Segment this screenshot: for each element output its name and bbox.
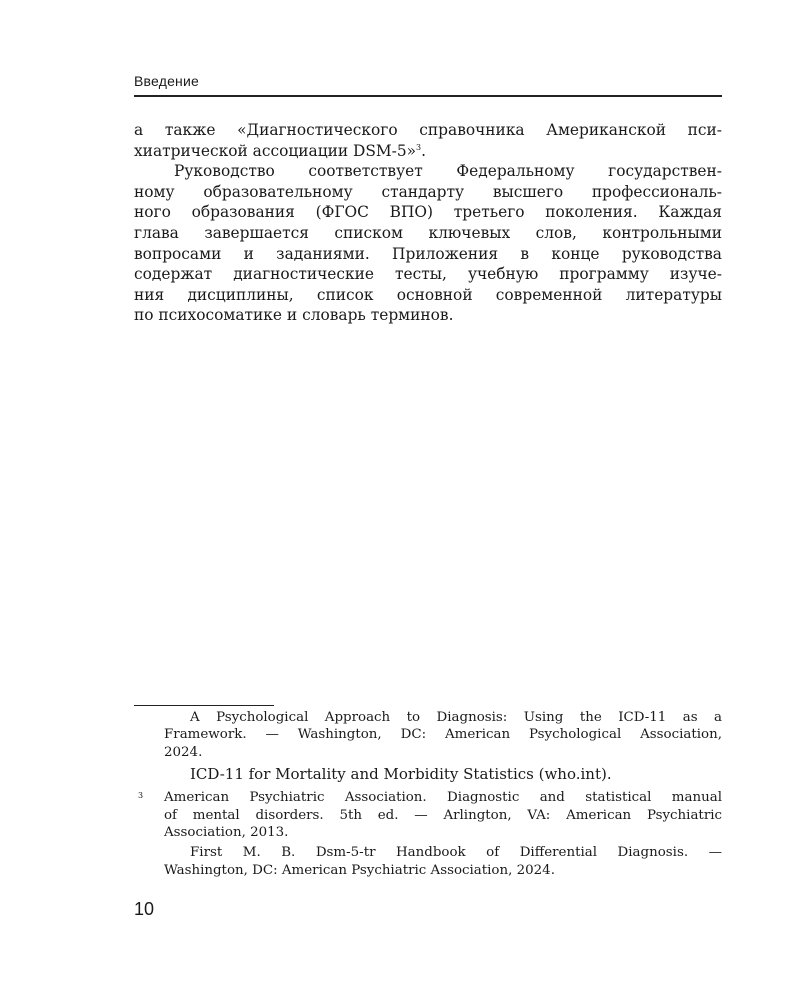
text-line: ния дисциплины, список основной современной литературы: [134, 285, 722, 304]
paragraph-2: [134, 161, 722, 326]
footnote-line: American Psychiatric Association. Diagnostic and statistical manual: [164, 790, 722, 806]
paragraph-1: [134, 120, 722, 161]
footnote-line: of mental disorders. 5th ed. — Arlington, VA: American Psychiatric: [164, 807, 722, 823]
header-rule: [134, 95, 722, 97]
footnote: [134, 709, 722, 761]
text-line: ного образования (ФГОС ВПО) третьего поколения. Каждая: [134, 203, 722, 222]
text-line: а также «Диагностического справочника Американской пси-: [134, 121, 722, 139]
text-line: вопросами и заданиями. Приложения в конце руководства: [134, 244, 722, 263]
footnote-text: [164, 844, 722, 879]
footnote-line: 2024.: [164, 744, 203, 760]
text-line: по психосоматике и словарь терминов.: [134, 306, 454, 325]
footnote-line: A Psychological Approach to Diagnosis: Using the ICD-11 as a: [190, 710, 722, 725]
text-line: [134, 141, 722, 162]
footnote-text: [164, 789, 722, 841]
footnote-line: Framework. — Washington, DC: American Psychological Association,: [164, 727, 722, 743]
footnote-line: Association, 2013.: [164, 825, 289, 841]
footnote-reference: 3: [416, 142, 422, 152]
footnote-line: ICD-11 for Mortality and Morbidity Statistics (who.int).: [190, 765, 612, 784]
footnote: [134, 844, 722, 879]
text-line-tail: .: [421, 141, 427, 160]
footnote-text: [164, 764, 722, 784]
text-line: глава завершается списком ключевых слов, контрольными: [134, 223, 722, 242]
running-title: Введение: [134, 73, 199, 89]
main-text: [134, 120, 722, 326]
footnote-text: [164, 709, 722, 761]
page-number: 10: [134, 899, 155, 919]
footnote-line: First M. B. Dsm-5-tr Handbook of Differential Diagnosis. —: [190, 845, 722, 861]
footnotes: [134, 709, 722, 882]
text-line: Руководство соответствует Федеральному государствен-: [174, 162, 722, 181]
footnote-number: 3: [138, 791, 144, 801]
footnote: [134, 764, 722, 784]
text-line: ному образовательному стандарту высшего профессиональ-: [134, 182, 722, 201]
text-line-content: хиатрической ассоциации DSM-5»: [134, 141, 417, 160]
footnote-line: Washington, DC: American Psychiatric Association, 2024.: [164, 862, 555, 878]
footnote-separator: [134, 705, 274, 706]
footnote: [134, 789, 722, 841]
text-line: содержат диагностические тесты, учебную программу изуче-: [134, 265, 722, 284]
